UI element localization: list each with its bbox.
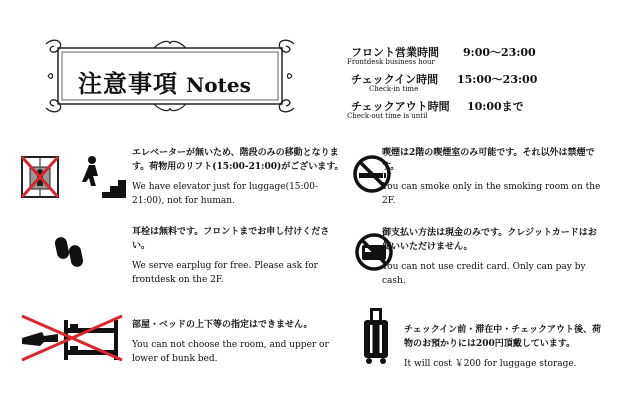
hours-time: 15:00～23:00: [457, 73, 538, 86]
note-payment: [382, 226, 604, 288]
business-hours: [345, 44, 585, 125]
note-text-en: You can not use credit card. Only can pay by cash.: [382, 262, 586, 286]
title-japanese: 注意事項: [78, 69, 178, 98]
note-text-jp: チェックイン前・滞在中・チェックアウト後、荷物のお預かりには200円頂戴しています。: [404, 325, 602, 349]
note-luggage: [404, 323, 602, 371]
note-text-en: It will cost ￥200 for luggage storage.: [404, 359, 577, 369]
hours-sublabel: Check-out time is until: [347, 112, 428, 120]
note-text-jp: 部屋・ベッドの上下等の指定はできません。: [132, 320, 313, 330]
stairs-walking-icon: [72, 152, 128, 204]
note-text-jp: 喫煙は2階の喫煙室のみ可能です。それ以外は禁煙です。: [382, 148, 595, 172]
earplug-icon: [50, 233, 90, 277]
hours-row-checkout: [345, 98, 585, 125]
note-text-en: We serve earplug for free. Please ask for frontdesk on the 2F.: [132, 261, 318, 285]
hours-sublabel: Check-in time: [369, 85, 419, 93]
elevator-crossed-icon: [20, 155, 60, 203]
note-text-jp: 耳栓は無料です。フロントまでお申し付けください。: [132, 227, 330, 251]
note-text-en: You can not choose the room, and upper or lower of bunk bed.: [132, 340, 329, 364]
note-text-en: We have elevator just for luggage(15:00-21:00), not for human.: [132, 182, 319, 206]
hours-label: フロント営業時間: [351, 46, 439, 59]
hours-label: チェックイン時間: [351, 73, 439, 86]
note-bed: [132, 318, 342, 366]
hours-row-frontdesk: [345, 44, 585, 71]
note-text-jp: 御支払い方法は現金のみです。クレジットカードはお使いいただけません。: [382, 228, 597, 252]
note-elevator: [132, 146, 350, 208]
note-smoking: [382, 146, 604, 208]
bunk-bed-crossed-icon: [18, 312, 128, 368]
note-earplug: [132, 225, 347, 287]
hours-label: チェックアウト時間: [351, 100, 450, 113]
page-title: [78, 64, 251, 99]
hours-time: 9:00～23:00: [463, 46, 536, 59]
note-text-jp: エレベーターが無いため、階段のみの移動となります。荷物用のリフト(15:00-21:00)がございます。: [132, 148, 344, 172]
suitcase-icon: [361, 306, 391, 370]
hours-time: 10:00まで: [467, 100, 524, 113]
hours-row-checkin: [345, 71, 585, 98]
note-text-en: You can smoke only in the smoking room on the 2F.: [382, 182, 601, 206]
title-english: Notes: [186, 73, 251, 97]
hours-sublabel: Frontdesk business hour: [347, 58, 435, 66]
